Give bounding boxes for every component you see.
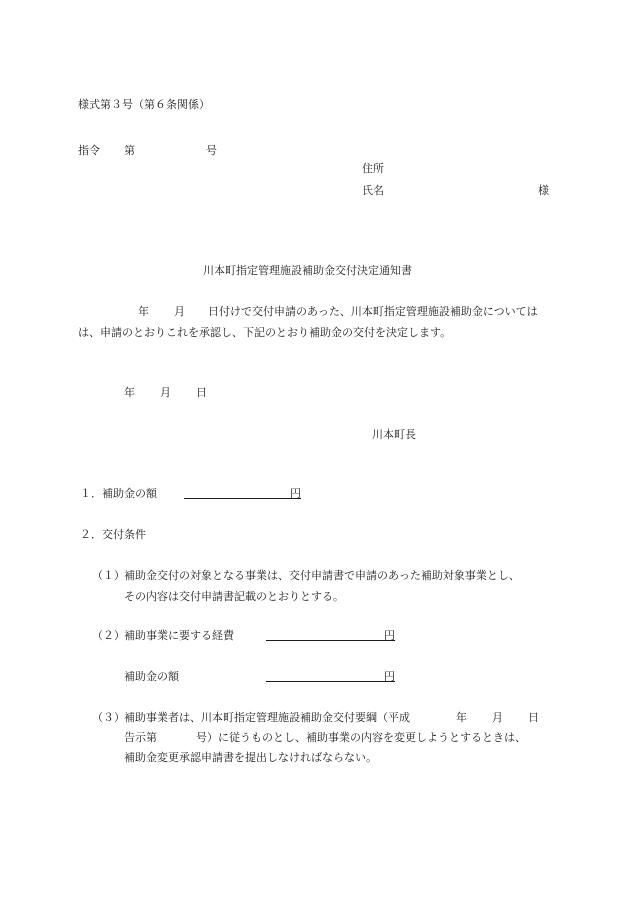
condition1-line2: その内容は交付申請書記載のとおりとする。: [124, 590, 344, 603]
item1-unit: 円: [290, 487, 301, 500]
condition3-month: 月: [492, 711, 503, 724]
condition3-line3: 補助金変更承認申請書を提出しなければならない。: [124, 751, 377, 764]
condition3-kokuji: 告示第: [124, 731, 157, 744]
condition2-number: （２）: [92, 629, 125, 642]
address-label: 住所: [362, 162, 384, 175]
date-month: 月: [160, 386, 171, 399]
body-line1-rest: 日付けで交付申請のあった、川本町指定管理施設補助金については: [208, 305, 538, 318]
condition1-line1: 補助金交付の対象となる事業は、交付申請書で申請のあった補助対象事業とし、: [124, 569, 520, 582]
condition3-number: （３）: [92, 711, 125, 724]
item2-label: ２．交付条件: [80, 528, 146, 541]
date-year: 年: [124, 386, 135, 399]
ref-dai: 第: [124, 144, 135, 157]
condition2b-unit: 円: [384, 670, 395, 683]
condition2b-label: 補助金の額: [124, 670, 179, 683]
body-month: 月: [174, 305, 185, 318]
issuer: 川本町長: [372, 428, 416, 441]
name-label: 氏名: [362, 184, 384, 197]
item1-blank-line: [184, 487, 290, 499]
body-year: 年: [138, 305, 149, 318]
condition3-day: 日: [528, 711, 539, 724]
condition2-label: 補助事業に要する経費: [124, 629, 234, 642]
honorific: 様: [538, 184, 549, 197]
condition2-blank-line: [266, 629, 384, 641]
body-line2: は、申請のとおりこれを承認し、下記のとおり補助金の交付を決定します。: [78, 326, 452, 339]
ref-shirei: 指令: [78, 144, 100, 157]
ref-go: 号: [206, 144, 217, 157]
condition3-line1: 補助事業者は、川本町指定管理施設補助金交付要綱（平成: [124, 711, 410, 724]
condition2-unit: 円: [384, 629, 395, 642]
condition2b-blank-line: [266, 670, 384, 682]
condition3-line2: 号）に従うものとし、補助事業の内容を変更しようとするときは、: [196, 731, 526, 744]
document-title: 川本町指定管理施設補助金交付決定通知書: [203, 264, 412, 277]
date-day: 日: [196, 386, 207, 399]
item1-label: １．補助金の額: [80, 487, 157, 500]
condition3-year: 年: [456, 711, 467, 724]
condition1-number: （１）: [92, 569, 125, 582]
form-label: 様式第３号（第６条関係）: [78, 98, 210, 111]
